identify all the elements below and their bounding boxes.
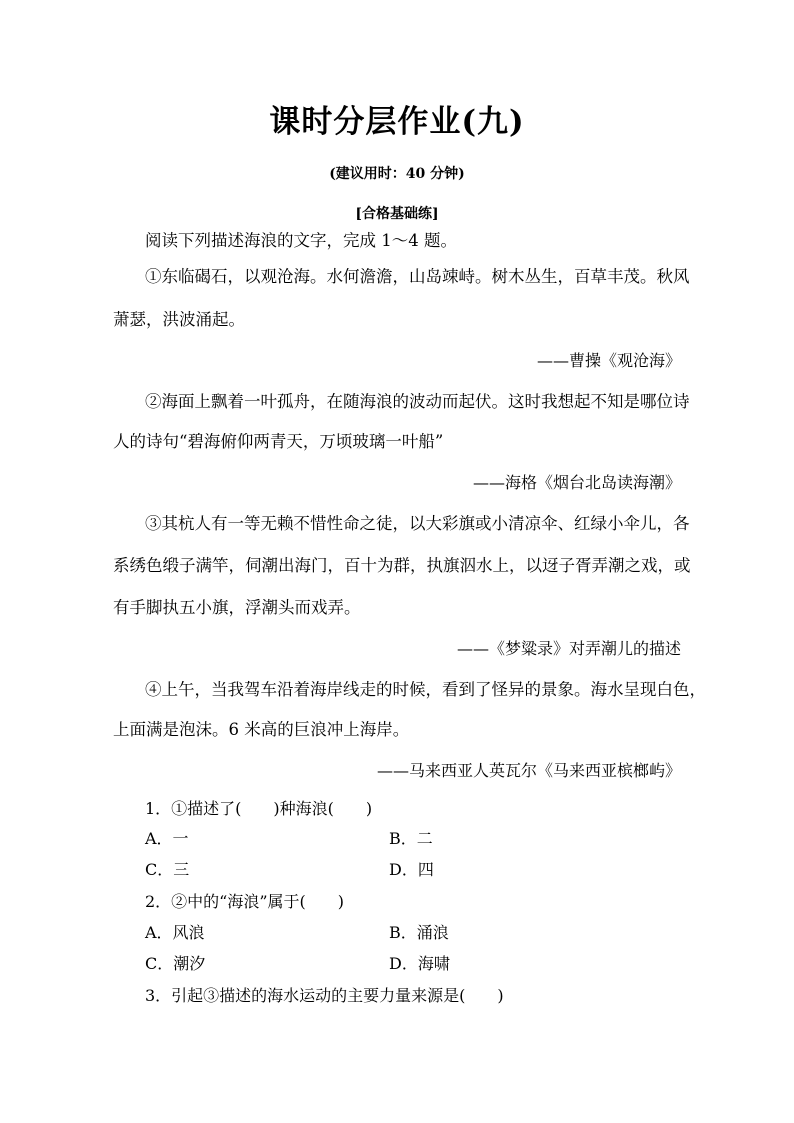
question-2-option-d: D．海啸 — [389, 954, 450, 973]
passage-2-source: ——海格《烟台北岛读海潮》 — [472, 473, 681, 492]
question-1-option-a: A．一 — [145, 829, 189, 848]
question-1-option-c: C．三 — [145, 860, 190, 879]
question-2-option-b: B．涌浪 — [389, 923, 449, 942]
section-heading: [合格基础练] — [355, 206, 439, 222]
passage-4-line-1: ④上午，当我驾车沿着海岸线走的时候，看到了怪异的景象。海水呈现白色， — [145, 680, 706, 699]
passage-1-line-2: 萧瑟，洪波涌起。 — [113, 310, 245, 329]
passage-1-source: ——曹操《观沧海》 — [536, 351, 681, 370]
question-2-stem: 2．②中的“海浪”属于( ) — [145, 892, 345, 911]
question-2-option-c: C．潮汐 — [145, 954, 206, 973]
passage-4-line-2: 上面满是泡沫。6 米高的巨浪冲上海岸。 — [113, 720, 410, 739]
intro-text: 阅读下列描述海浪的文字，完成 1～4 题。 — [145, 231, 457, 250]
page-title: 课时分层作业(九) — [269, 104, 525, 140]
passage-2-line-1: ②海面上飘着一叶孤舟，在随海浪的波动而起伏。这时我想起不知是哪位诗 — [145, 392, 690, 411]
passage-4-source: ——马来西亚人英瓦尔《马来西亚槟榔屿》 — [376, 761, 681, 780]
question-3-stem: 3．引起③描述的海水运动的主要力量来源是( ) — [145, 986, 504, 1005]
passage-3-line-2: 系绣色缎子满竿，伺潮出海门，百十为群，执旗泅水上，以迓子胥弄潮之戏，或 — [113, 556, 691, 575]
passage-2-line-2: 人的诗句“碧海俯仰两青天，万顷玻璃一叶船” — [113, 432, 444, 451]
suggested-time: (建议用时：40 分钟) — [329, 166, 465, 182]
question-1-option-d: D．四 — [389, 860, 434, 879]
question-1-stem: 1．①描述了( )种海浪( ) — [145, 799, 373, 818]
question-2-option-a: A．风浪 — [145, 923, 205, 942]
passage-3-source: ——《梦粱录》对弄潮儿的描述 — [456, 639, 681, 658]
question-1-option-b: B．二 — [389, 829, 433, 848]
passage-1-line-1: ①东临碣石，以观沧海。水何澹澹，山岛竦峙。树木丛生，百草丰茂。秋风 — [145, 267, 690, 286]
passage-3-line-3: 有手脚执五小旗，浮潮头而戏弄。 — [113, 598, 361, 617]
passage-3-line-1: ③其杭人有一等无赖不惜性命之徒，以大彩旗或小清凉伞、红绿小伞儿，各 — [145, 514, 690, 533]
